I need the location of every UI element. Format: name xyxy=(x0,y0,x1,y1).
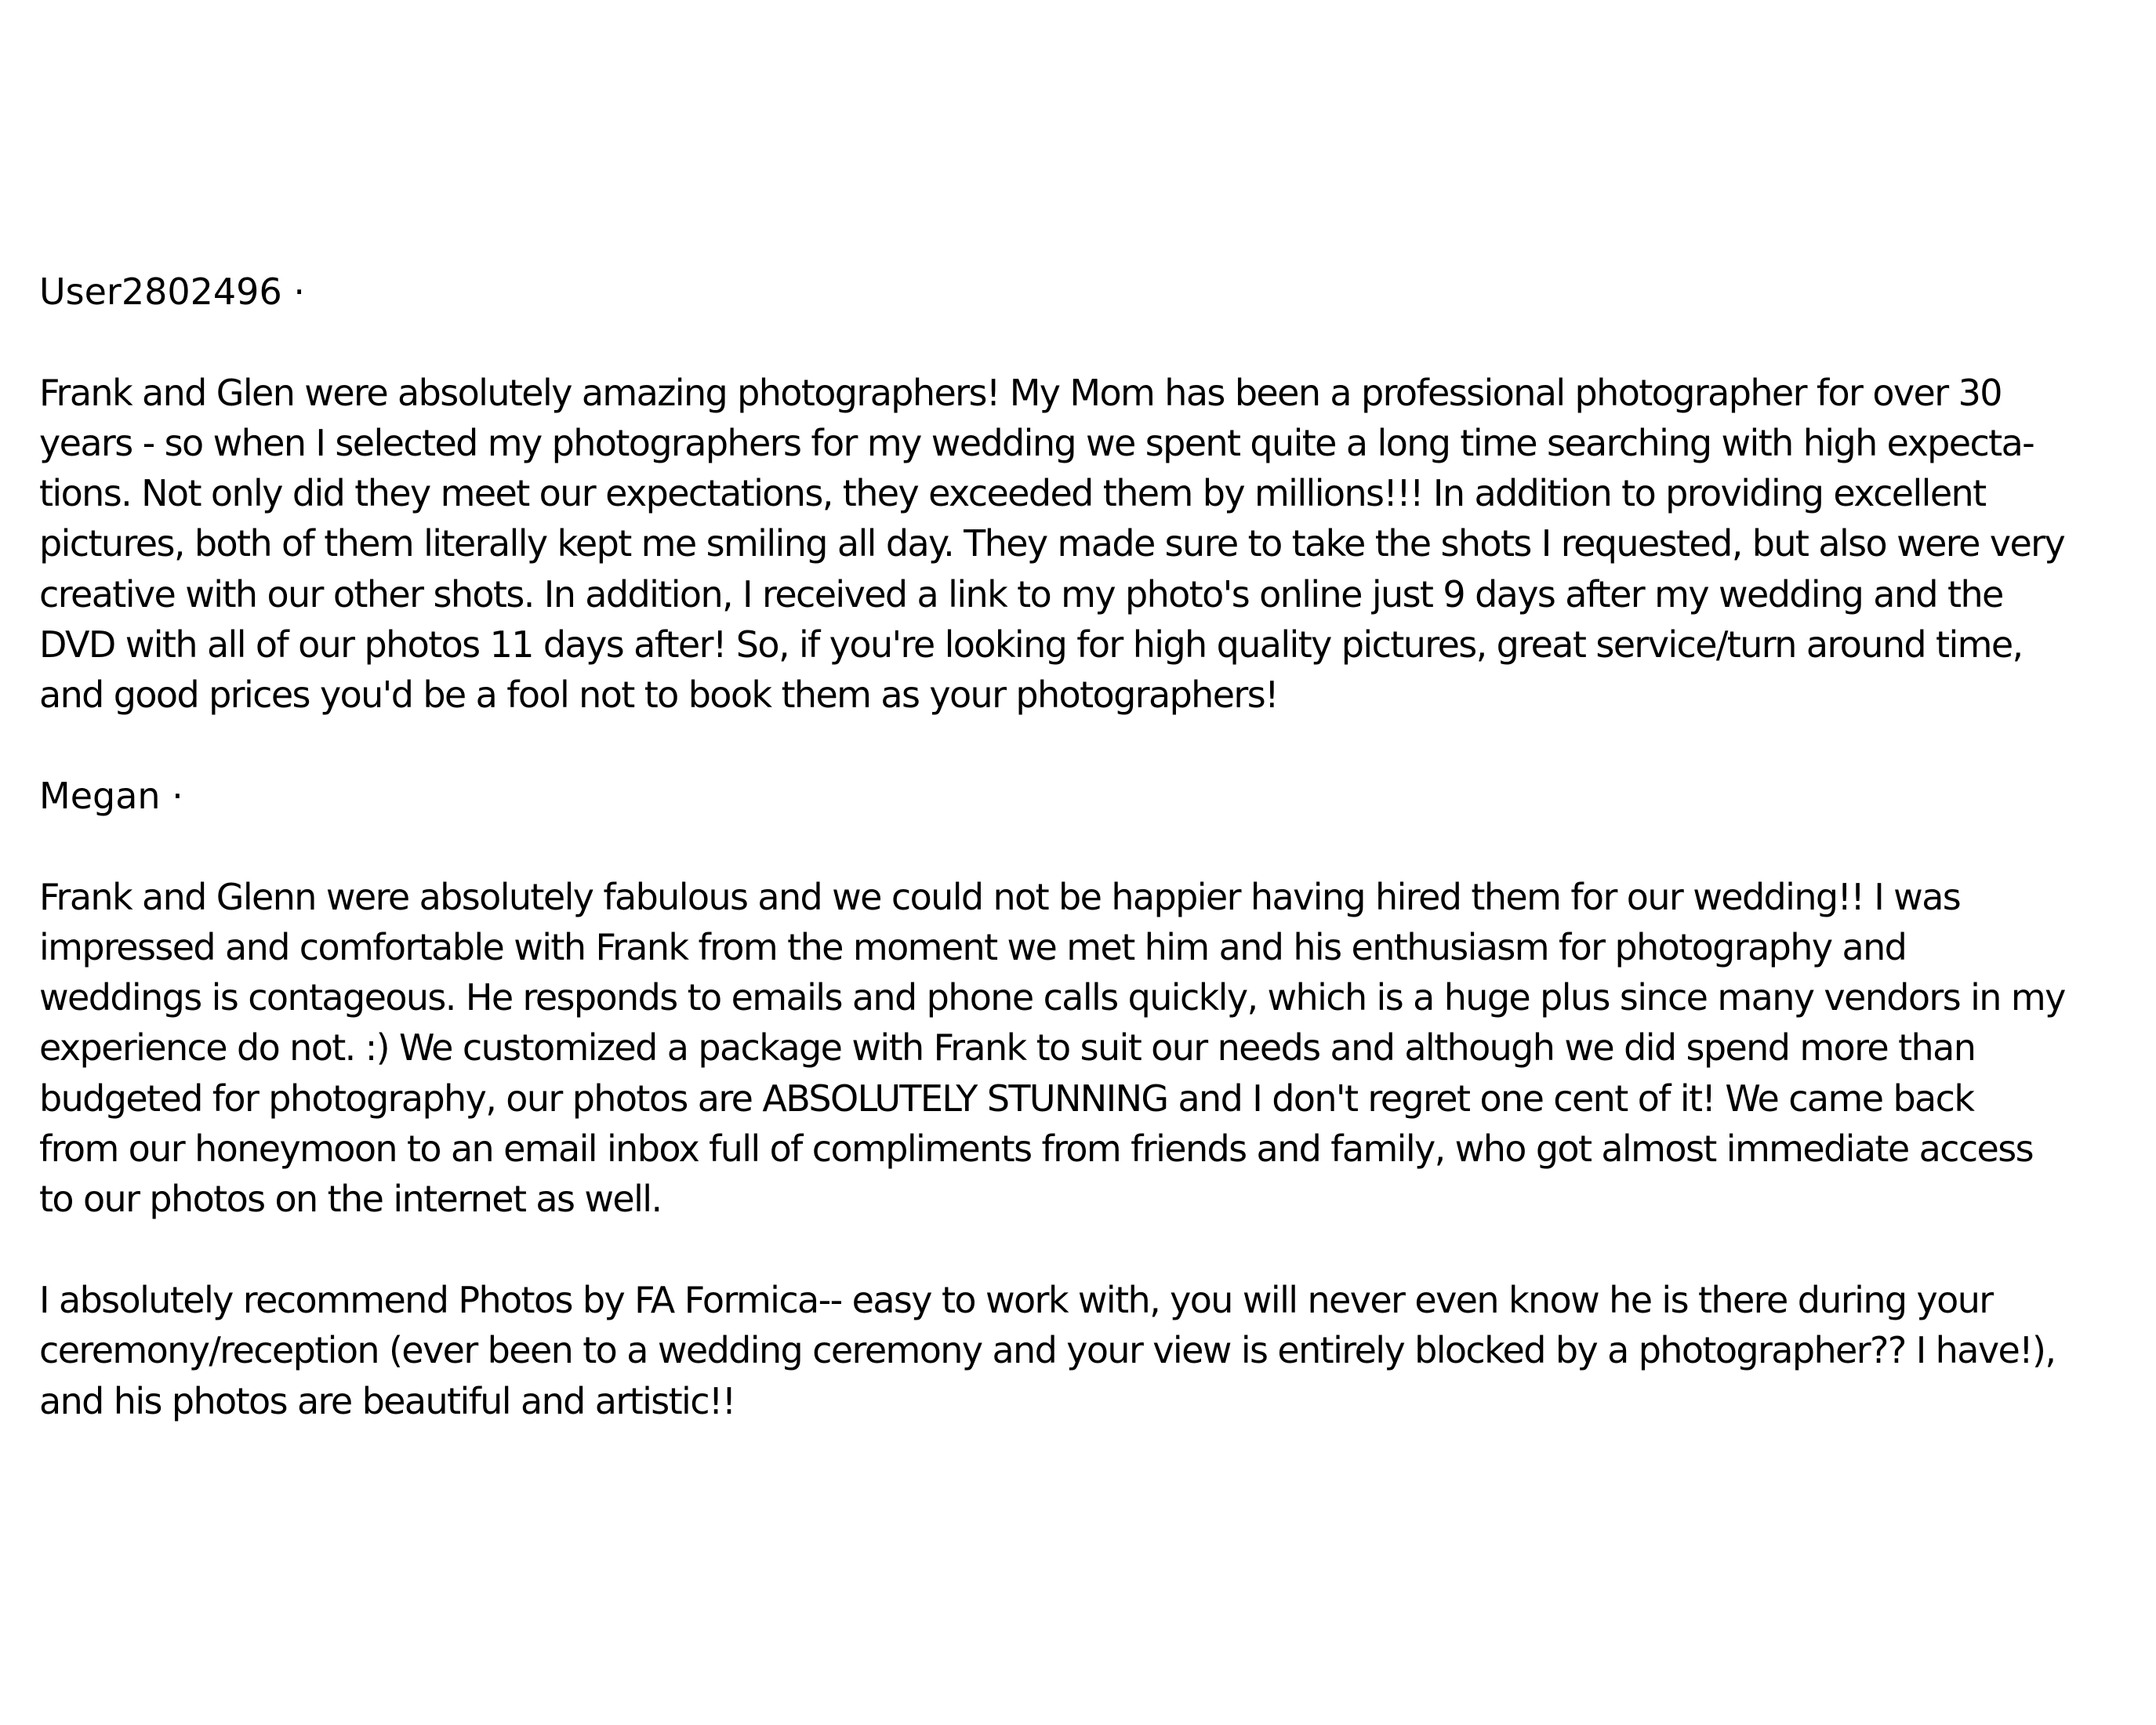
review-paragraph xyxy=(39,1275,2109,1426)
review-line: Frank and Glenn were absolutely fabulous and we could not be happier having hired them for our wedding!! I was xyxy=(39,875,1961,918)
review-author: User2802496 · xyxy=(39,271,305,313)
review-line: I absolutely recommend Photos by FA Formica-- easy to work with, you will never even know he is there during your xyxy=(39,1278,1993,1321)
review-line: pictures, both of them literally kept me smiling all day. They made sure to take the shots I requested, but also were very xyxy=(39,522,2065,565)
review-line: tions. Not only did they meet our expectations, they exceeded them by millions!!! In addition to providing excellent xyxy=(39,472,1986,515)
review-line: from our honeymoon to an email inbox full of compliments from friends and family, who got almost immediate access xyxy=(39,1128,2033,1171)
review-line: DVD with all of our photos 11 days after! So, if you're looking for high quality pictures, great service/turn around time, xyxy=(39,623,2023,666)
review-line: years - so when I selected my photographers for my wedding we spent quite a long time searching with high expecta- xyxy=(39,421,2034,464)
review-line: creative with our other shots. In addition, I received a link to my photo's online just 9 days after my wedding and the xyxy=(39,572,2003,616)
review-line: experience do not. :) We customized a package with Frank to suit our needs and although we did spend more than xyxy=(39,1026,1976,1070)
review-line: ceremony/reception (ever been to a wedding ceremony and your view is entirely blocked by a photographer?? I have!), xyxy=(39,1329,2056,1372)
review-paragraph xyxy=(39,368,2109,721)
review-line: budgeted for photography, our photos are ABSOLUTELY STUNNING and I don't regret one cent of it! We came back xyxy=(39,1077,1974,1120)
review-line: to our photos on the internet as well. xyxy=(39,1178,662,1221)
review-author: Megan · xyxy=(39,774,183,817)
review-user2802496 xyxy=(39,267,2109,721)
review-line: weddings is contageous. He responds to emails and phone calls quickly, which is a huge plus since many vendors in my xyxy=(39,976,2065,1019)
review-line: Frank and Glen were absolutely amazing photographers! My Mom has been a professional photographer for over 30 xyxy=(39,371,2002,414)
review-paragraph xyxy=(39,872,2109,1225)
review-megan xyxy=(39,771,2109,1426)
review-line: and good prices you'd be a fool not to book them as your photographers! xyxy=(39,674,1278,717)
review-line: and his photos are beautiful and artistic!! xyxy=(39,1379,735,1422)
reviews-document xyxy=(39,267,2109,1476)
review-line: impressed and comfortable with Frank from the moment we met him and his enthusiasm for photography and xyxy=(39,925,1907,968)
